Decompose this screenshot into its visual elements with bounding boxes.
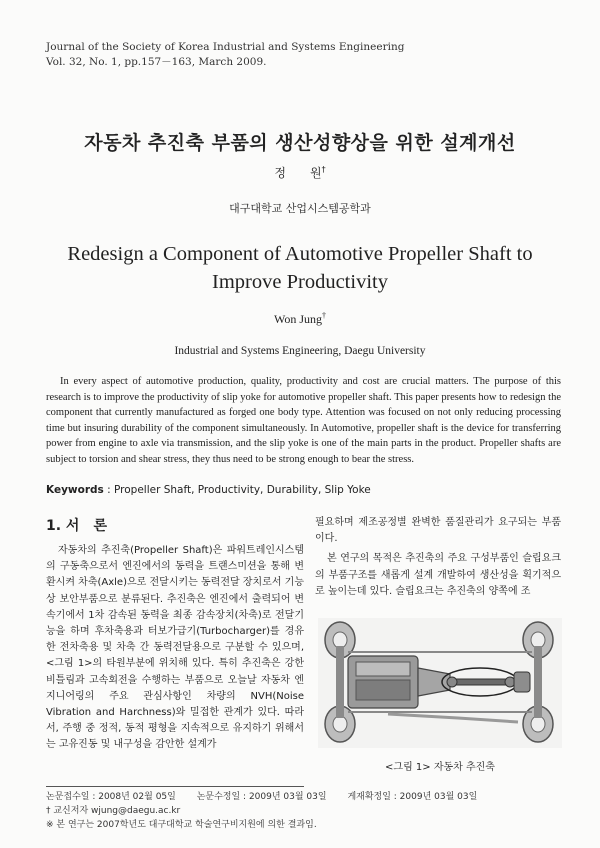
author-english-name: Won Jung — [273, 312, 323, 326]
footnotes — [46, 790, 495, 832]
keywords-value: : Propeller Shaft, Productivity, Durability, Slip Yoke — [107, 484, 371, 496]
footnote-dates — [46, 790, 495, 804]
figure-propeller-shaft — [318, 618, 562, 748]
journal-header — [46, 40, 404, 70]
intro-right-para-1: 필요하며 제조공정별 완벽한 품질관리가 요구되는 부품이다. — [315, 517, 561, 545]
author-korean — [0, 164, 600, 181]
figure-caption: <그림 1> 자동차 추진축 — [385, 762, 495, 773]
corresponding-mark-en: † — [322, 311, 327, 320]
journal-name: Journal of the Society of Korea Industrial and Systems Engineering — [46, 41, 405, 53]
date-revised: 논문수정일 : 2009년 03월 03일 — [196, 792, 327, 802]
footnote-funding: ※ 본 연구는 2007학년도 대구대학교 학술연구비지원에 의한 결과임. — [46, 820, 317, 830]
author-korean-name: 정 원 — [274, 166, 322, 180]
affiliation-korean: 대구대학교 산업시스템공학과 — [229, 202, 371, 215]
author-english — [0, 311, 600, 327]
affiliation-english: Industrial and Systems Engineering, Daegu University — [174, 345, 426, 357]
corresponding-mark: † — [321, 165, 326, 174]
section-title-introduction: 1. 서 론 — [46, 518, 107, 534]
intro-right-para-2: 본 연구의 목적은 추진축의 주요 구성부품인 슬립요크의 부품구조를 새롭게 설계 개발하여 생산성을 획기적으로 높이는데 있다. 슬립요크는 추진축의 양쪽에 조 — [315, 553, 561, 597]
keywords — [46, 484, 371, 496]
title-korean: 자동차 추진축 부품의 생산성향상을 위한 설계개선 — [84, 132, 516, 154]
footnote-corresponding-author: † 교신저자 wjung@daegu.ac.kr — [46, 806, 181, 816]
date-received: 논문접수일 : 2008년 02월 05일 — [46, 792, 176, 802]
keywords-label: Keywords — [46, 484, 104, 496]
footnote-divider — [46, 786, 304, 787]
intro-right-column — [315, 515, 561, 604]
title-english: Redesign a Component of Automotive Propeller Shaft to Improve Productivity — [67, 243, 533, 293]
intro-left-column: 자동차의 추진축(Propeller Shaft)은 파워트레인시스템의 구동축으로서 엔진에서의 동력을 트랜스미션을 통해 변환시켜 차축(Axle)으로 전달시키는 동력전달 장치로서 기능상 보안부품으로 분류된다. 추진축은 엔진에서 출력되어 변속기에서 1차 감속된 동력을 최종 감속장치(차축)로 전달기능을 하며 후차축용과 터보가급기(Turbocharger)를 경유한 전차축용 및 차축 간 동력전달용으로 구분할 수 있으며, <그림 1>의 타원부분에 위치해 있다. 특히 추진축은 강한 비틀림과 고속회전을 수행하는 부품으로 오늘날 자동차 엔지니어링의 주요 관심사항인 차량의 NVH(Noise Vibration and Harchness)와 밀접한 관계가 있다. 따라서, 주행 중 정적, 동적 평형을 지속적으로 유지하기 위해서는 고유진동 및 내구성을 감안한 설계가 — [46, 545, 304, 751]
abstract: In every aspect of automotive production, quality, productivity and cost are crucial matters. The purpose of this research is to improve the productivity of slip yoke for automotive propeller shaft. This paper presents how to redesign the component that currently manufactured as forged one body type. Attention was focused on not only reducing processing time but insuring durability of the component simultaneously. In Automotive, propeller shaft is the device for transferring power from engine to axle via transmission, and the slip yoke is one of the main parts in the product. Propeller shafts are subject to torsion and shear stress, they thus need to be strong enough to bear the stress. — [46, 376, 561, 465]
journal-volume: Vol. 32, No. 1, pp.157－163, March 2009. — [46, 56, 267, 68]
date-accepted: 게재확정일 : 2009년 03월 03일 — [347, 792, 478, 802]
propeller-shaft-image — [318, 618, 562, 748]
